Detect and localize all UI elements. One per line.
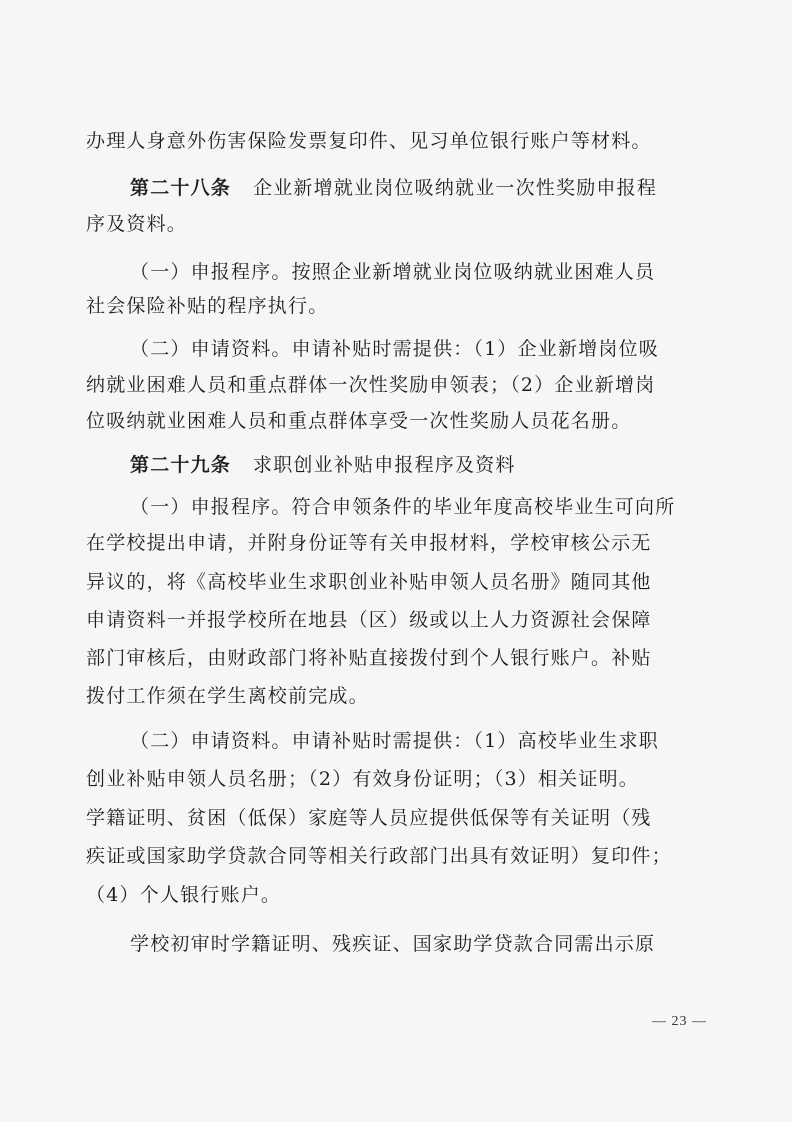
- paragraph-line: 纳就业困难人员和重点群体一次性奖励申领表；（2）企业新增岗: [86, 374, 656, 396]
- paragraph-line: 疾证或国家助学贷款合同等相关行政部门出具有效证明）复印件；: [86, 845, 672, 867]
- paragraph-line: 在学校提出申请，并附身份证等有关申报材料，学校审核公示无: [86, 532, 652, 554]
- article-29-heading-text: 求职创业补贴申报程序及资料: [253, 454, 516, 476]
- article-28-title: 第二十八条: [130, 177, 232, 199]
- article-29-title: 第二十九条: [130, 454, 232, 476]
- paragraph-line: （一）申报程序。符合申领条件的毕业年度高校毕业生可向所: [130, 496, 676, 518]
- paragraph-line: 学校初审时学籍证明、残疾证、国家助学贷款合同需出示原: [130, 933, 656, 955]
- paragraph-line: 序及资料。: [86, 213, 188, 235]
- paragraph-line: 拨付工作须在学生离校前完成。: [86, 685, 369, 707]
- article-28-heading-text: 企业新增就业岗位吸纳就业一次性奖励申报程: [253, 177, 658, 199]
- paragraph-line: 异议的，将《高校毕业生求职创业补贴申领人员名册》随同其他: [86, 571, 652, 593]
- article-29-heading-line: [130, 452, 516, 478]
- paragraph-line: （二）申请资料。申请补贴时需提供：（1）企业新增岗位吸: [130, 338, 659, 360]
- paragraph-line: 学籍证明、贫困（低保）家庭等人员应提供低保等有关证明（残: [86, 807, 652, 829]
- paragraph-line: 办理人身意外伤害保险发票复印件、见习单位银行账户等材料。: [86, 130, 652, 152]
- paragraph-line: 申请资料一并报学校所在地县（区）级或以上人力资源社会保障: [86, 609, 652, 631]
- page-number: — 23 —: [652, 1014, 707, 1029]
- paragraph-line: 创业补贴申领人员名册；（2）有效身份证明；（3）相关证明。: [86, 768, 639, 790]
- paragraph-line: （二）申请资料。申请补贴时需提供：（1）高校毕业生求职: [130, 730, 659, 752]
- paragraph-line: 部门审核后，由财政部门将补贴直接拨付到个人银行账户。补贴: [86, 647, 652, 669]
- paragraph-line: （一）申报程序。按照企业新增就业岗位吸纳就业困难人员: [130, 261, 656, 283]
- article-28-heading-line: [130, 175, 657, 201]
- paragraph-line: （4）个人银行账户。: [86, 884, 282, 906]
- paragraph-line: 社会保险补贴的程序执行。: [86, 295, 329, 317]
- paragraph-line: 位吸纳就业困难人员和重点群体享受一次性奖励人员花名册。: [86, 410, 632, 432]
